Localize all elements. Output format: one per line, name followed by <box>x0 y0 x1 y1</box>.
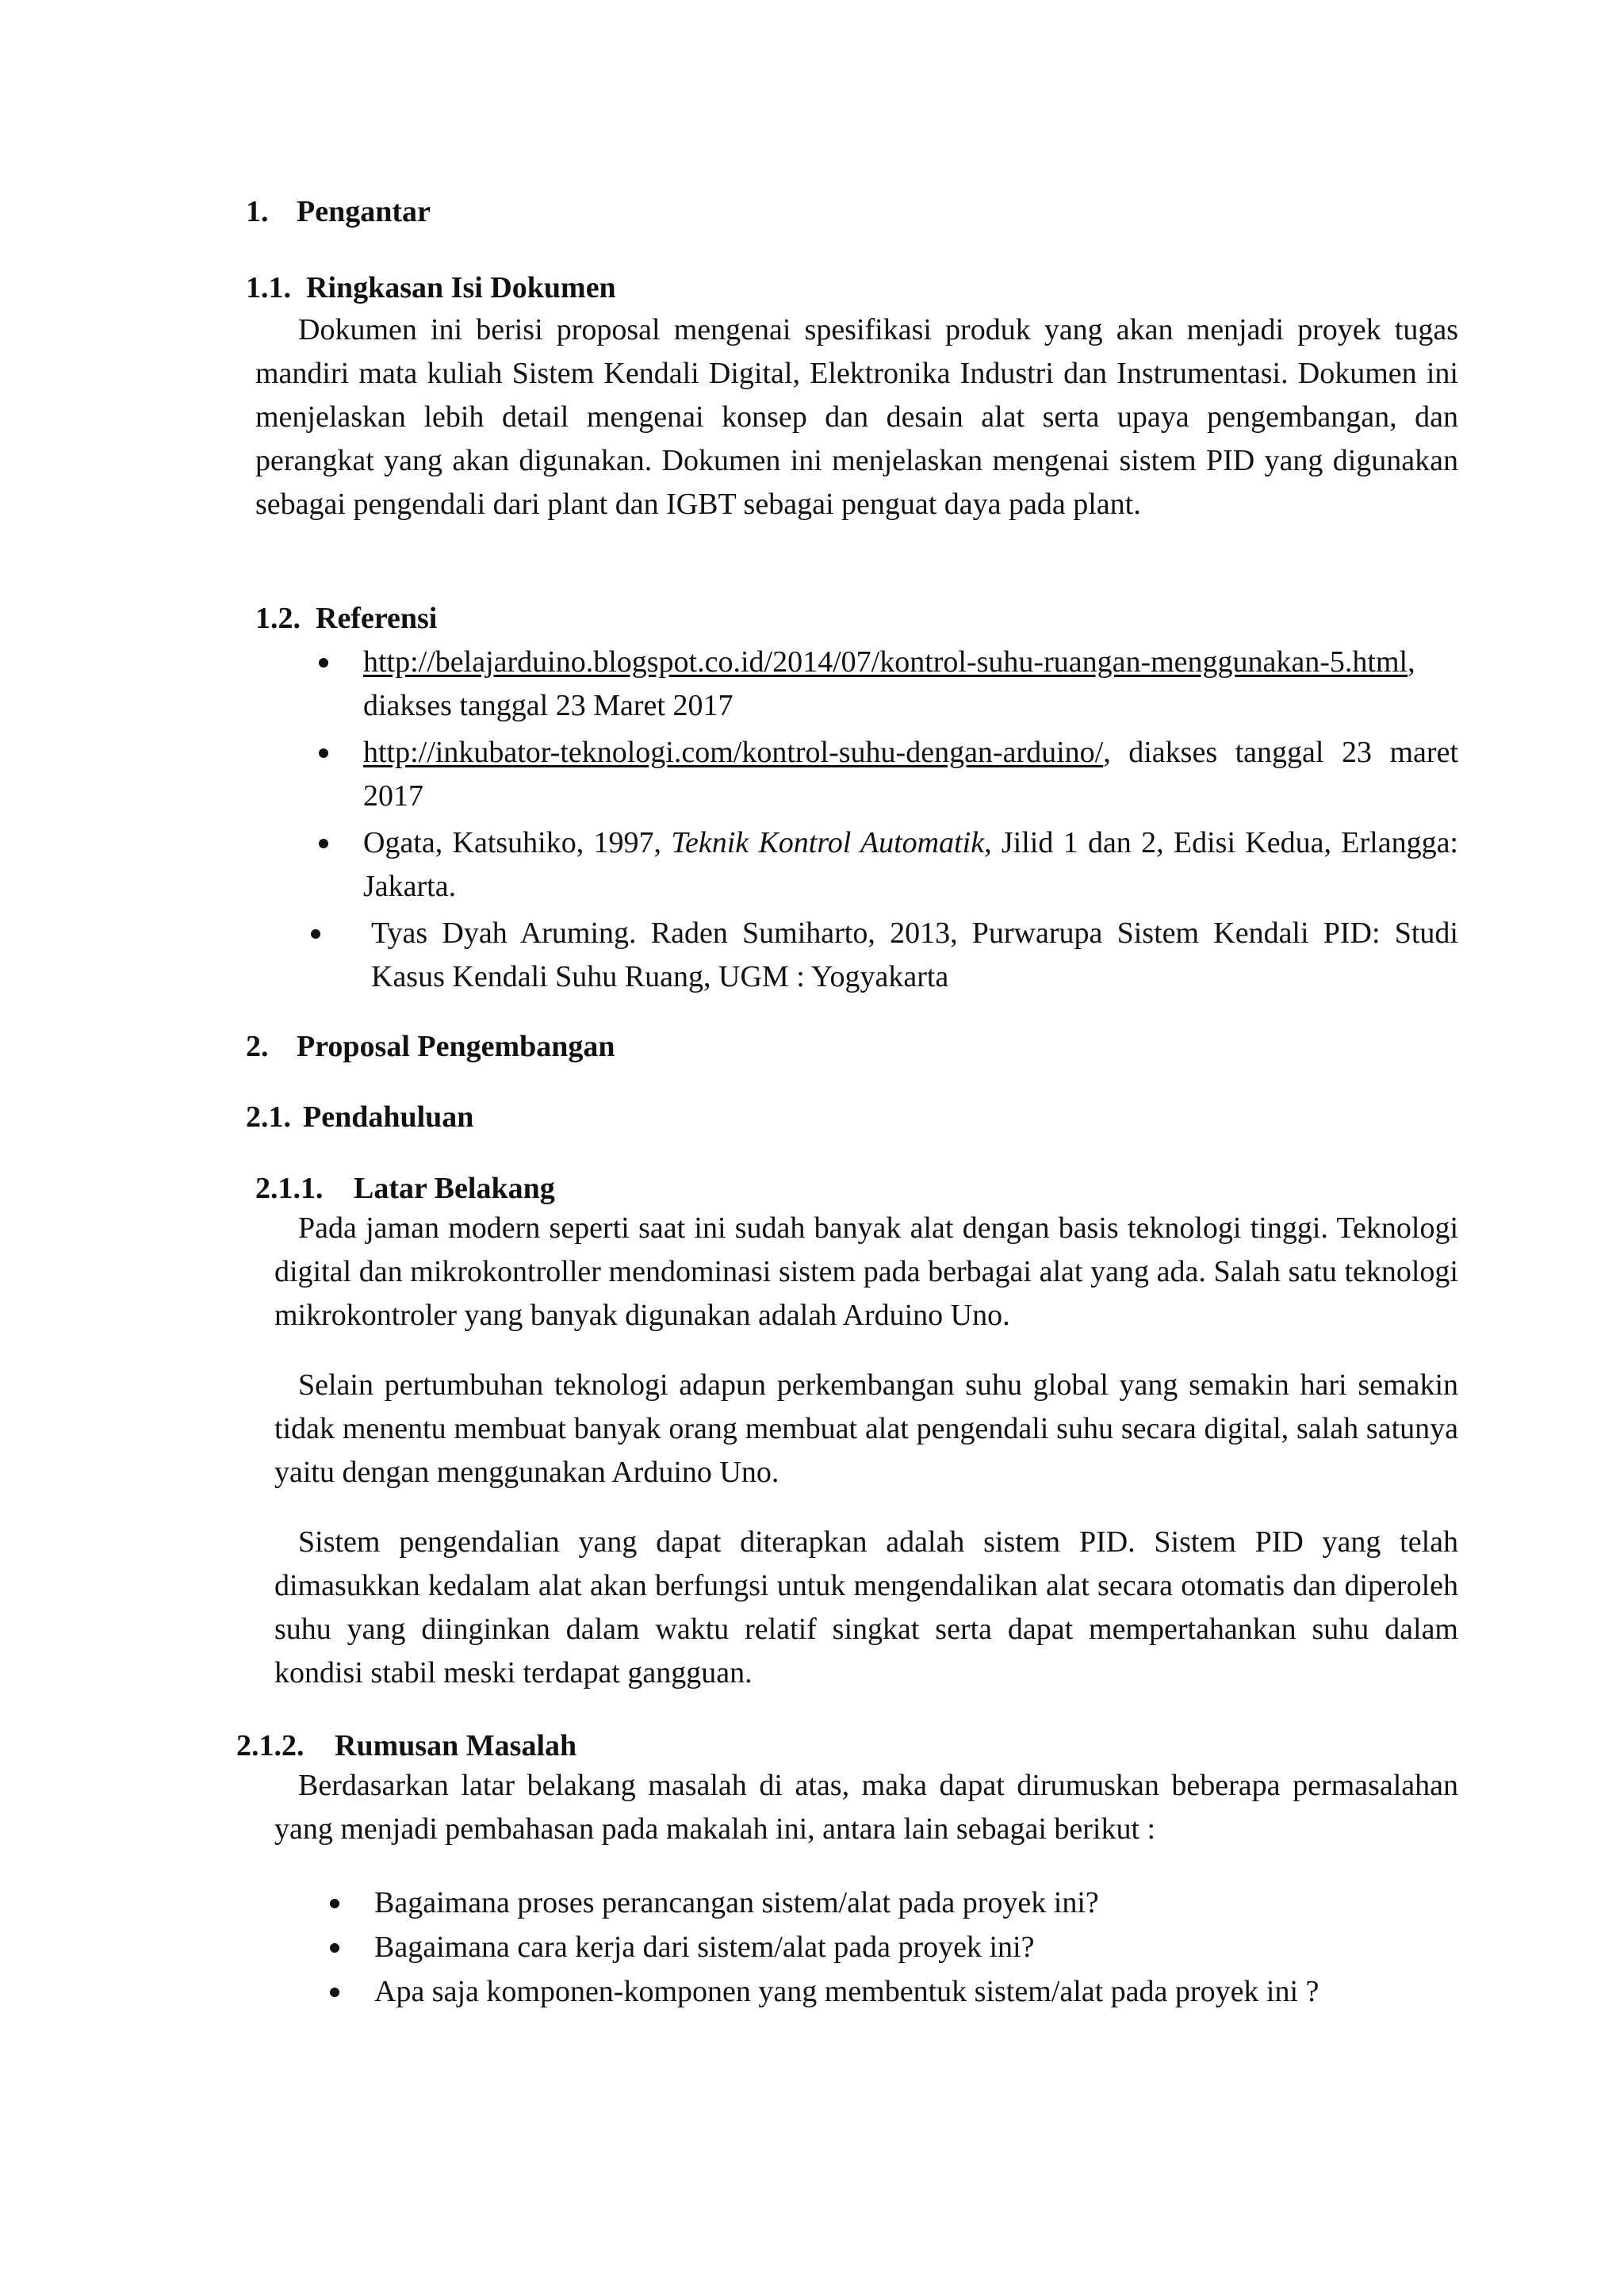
problem-text: Berdasarkan latar belakang masalah di atas, maka dapat dirumuskan beberapa permasalahan yang menjadi pembahasan pada makalah ini, antara lain sebagai berikut : <box>274 1769 1458 1846</box>
reference-text: Tyas Dyah Aruming. Raden Sumiharto, 2013, Purwarupa Sistem Kendali PID: Studi Kasus Kendali Suhu Ruang, UGM : Yogyakarta <box>371 916 1458 993</box>
heading-1-1-title: Ringkasan Isi Dokumen <box>306 271 616 304</box>
heading-1 <box>246 193 431 230</box>
reference-item <box>363 731 1458 818</box>
heading-2-1-1-number: 2.1.1. <box>255 1172 324 1205</box>
heading-2-1-1 <box>255 1170 555 1207</box>
background-paragraph-2 <box>274 1364 1458 1494</box>
summary-text: Dokumen ini berisi proposal mengenai spesifikasi produk yang akan menjadi proyek tugas mandiri mata kuliah Sistem Kendali Digital, Elektronika Industri dan Instrumentasi. Dokumen ini menjelaskan lebih detail mengenai konsep dan desain alat serta upaya pengembangan, dan perangkat yang akan digunakan. Dokumen ini menjelaskan mengenai sistem PID yang digunakan sebagai pengendali dari plant dan IGBT sebagai penguat daya pada plant. <box>255 313 1458 521</box>
heading-2-1-1-title: Latar Belakang <box>354 1172 555 1205</box>
reference-book-title: Teknik Kontrol Automatik <box>671 826 985 859</box>
heading-1-1-number: 1.1. <box>246 271 291 304</box>
summary-paragraph <box>255 308 1458 526</box>
heading-2 <box>246 1028 615 1065</box>
problem-item-text: Apa saja komponen-komponen yang membentuk sistem/alat pada proyek ini ? <box>374 1975 1320 2008</box>
bullet-icon <box>319 839 328 848</box>
problem-item-text: Bagaimana proses perancangan sistem/alat pada proyek ini? <box>374 1886 1099 1919</box>
reference-author: Ogata, Katsuhiko, 1997, <box>363 826 672 859</box>
heading-1-title: Pengantar <box>297 195 431 228</box>
problem-list <box>374 1881 1458 2015</box>
bullet-icon <box>319 658 328 668</box>
reference-publisher: , Jilid 1 dan 2, Edisi Kedua, Erlangga: Jakarta. <box>363 826 1458 903</box>
reference-link[interactable]: http://belajarduino.blogspot.co.id/2014/07/kontrol-suhu-ruangan-menggunakan-5.html <box>363 645 1408 679</box>
reference-item <box>363 821 1458 909</box>
background-text-2: Selain pertumbuhan teknologi adapun perkembangan suhu global yang semakin hari semakin tidak menentu membuat banyak orang membuat alat pengendali suhu secara digital, salah satunya yaitu dengan menggunakan Arduino Uno. <box>274 1368 1458 1489</box>
reference-note: , diakses tanggal 23 Maret 2017 <box>363 645 1415 722</box>
heading-2-1-2 <box>236 1728 576 1764</box>
problem-item <box>374 1970 1458 2014</box>
heading-2-1-title: Pendahuluan <box>303 1100 474 1134</box>
heading-2-1 <box>246 1099 473 1135</box>
reference-list <box>363 641 1458 1002</box>
heading-2-1-2-number: 2.1.2. <box>236 1729 304 1762</box>
problem-item-text: Bagaimana cara kerja dari sistem/alat pada proyek ini? <box>374 1931 1035 1964</box>
bullet-icon <box>319 748 328 758</box>
problem-paragraph <box>274 1764 1458 1851</box>
heading-2-1-number: 2.1. <box>246 1100 291 1134</box>
heading-2-1-2-title: Rumusan Masalah <box>335 1729 577 1762</box>
bullet-icon <box>330 1988 339 1997</box>
background-text-3: Sistem pengendalian yang dapat diterapkan adalah sistem PID. Sistem PID yang telah dimasukkan kedalam alat akan berfungsi untuk mengendalikan alat secara otomatis dan diperoleh suhu yang diinginkan dalam waktu relatif singkat serta dapat mempertahankan suhu dalam kondisi stabil meski terdapat gangguan. <box>274 1525 1458 1689</box>
problem-item <box>374 1926 1458 1969</box>
heading-1-2-number: 1.2. <box>255 602 301 635</box>
background-text-1: Pada jaman modern seperti saat ini sudah banyak alat dengan basis teknologi tinggi. Teknologi digital dan mikrokontroller mendominasi sistem pada berbagai alat yang ada. Salah satu teknologi mikrokontroler yang banyak digunakan adalah Arduino Uno. <box>274 1211 1458 1332</box>
bullet-icon <box>330 1899 339 1908</box>
heading-1-number: 1. <box>246 195 269 228</box>
heading-2-number: 2. <box>246 1030 269 1063</box>
bullet-icon <box>311 929 320 939</box>
heading-1-1 <box>246 270 616 306</box>
bullet-icon <box>330 1943 339 1953</box>
reference-link[interactable]: http://inkubator-teknologi.com/kontrol-suhu-dengan-arduino/ <box>363 736 1104 769</box>
heading-2-title: Proposal Pengembangan <box>297 1030 615 1063</box>
background-paragraph-3 <box>274 1521 1458 1695</box>
reference-item <box>363 912 1458 999</box>
reference-note: , diakses tanggal 23 maret 2017 <box>363 736 1458 813</box>
background-paragraph-1 <box>274 1207 1458 1337</box>
reference-item <box>363 641 1458 728</box>
heading-1-2 <box>255 600 437 637</box>
problem-item <box>374 1881 1458 1925</box>
heading-1-2-title: Referensi <box>316 602 438 635</box>
